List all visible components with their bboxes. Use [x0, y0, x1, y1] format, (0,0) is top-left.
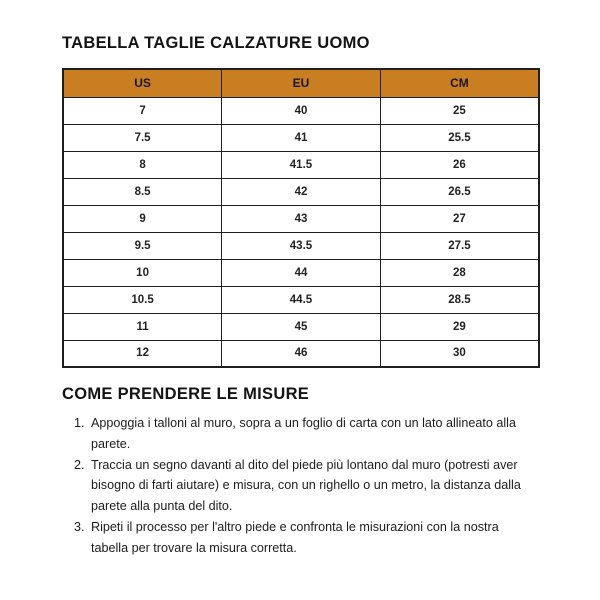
table-header-row	[63, 69, 539, 97]
size-cell: 46	[222, 340, 381, 367]
size-cell: 7	[63, 97, 222, 124]
size-cell: 8.5	[63, 178, 222, 205]
size-cell: 41	[222, 124, 381, 151]
size-cell: 26	[380, 151, 539, 178]
column-header-eu: EU	[222, 69, 381, 97]
size-cell: 27.5	[380, 232, 539, 259]
instruction-item: 3. Ripeti il processo per l'altro piede e confronta le misurazioni con la nostra tabella per trovare la misura corretta.	[88, 517, 536, 559]
size-cell: 41.5	[222, 151, 381, 178]
table-row	[63, 151, 539, 178]
size-cell: 45	[222, 313, 381, 340]
size-cell: 30	[380, 340, 539, 367]
size-cell: 9	[63, 205, 222, 232]
size-cell: 40	[222, 97, 381, 124]
instruction-item: 2. Traccia un segno davanti al dito del piede più lontano dal muro (potresti aver bisogno di farti aiutare) e misura, con un righello o un metro, la distanza dalla parete alla punta del dito.	[88, 455, 536, 517]
size-cell: 43	[222, 205, 381, 232]
size-cell: 25	[380, 97, 539, 124]
size-cell: 44	[222, 259, 381, 286]
page-title: TABELLA TAGLIE CALZATURE UOMO	[62, 34, 370, 52]
size-conversion-table	[62, 68, 540, 368]
size-cell: 29	[380, 313, 539, 340]
section-title: COME PRENDERE LE MISURE	[62, 385, 310, 403]
table-row	[63, 178, 539, 205]
column-header-us: US	[63, 69, 222, 97]
column-header-cm: CM	[380, 69, 539, 97]
table-row	[63, 340, 539, 367]
size-cell: 11	[63, 313, 222, 340]
table-row	[63, 286, 539, 313]
size-cell: 28.5	[380, 286, 539, 313]
size-cell: 7.5	[63, 124, 222, 151]
table-row	[63, 232, 539, 259]
size-table-head	[63, 69, 539, 97]
size-cell: 44.5	[222, 286, 381, 313]
size-cell: 8	[63, 151, 222, 178]
table-row	[63, 205, 539, 232]
instruction-item: 1. Appoggia i talloni al muro, sopra a un foglio di carta con un lato allineato alla parete.	[88, 413, 536, 455]
size-cell: 27	[380, 205, 539, 232]
size-cell: 10	[63, 259, 222, 286]
size-cell: 10.5	[63, 286, 222, 313]
table-row	[63, 97, 539, 124]
size-cell: 26.5	[380, 178, 539, 205]
size-cell: 25.5	[380, 124, 539, 151]
size-cell: 12	[63, 340, 222, 367]
table-row	[63, 124, 539, 151]
table-row	[63, 259, 539, 286]
size-cell: 9.5	[63, 232, 222, 259]
size-cell: 28	[380, 259, 539, 286]
size-cell: 43.5	[222, 232, 381, 259]
size-table-body	[63, 97, 539, 367]
measurement-instructions	[62, 413, 536, 559]
table-row	[63, 313, 539, 340]
size-cell: 42	[222, 178, 381, 205]
